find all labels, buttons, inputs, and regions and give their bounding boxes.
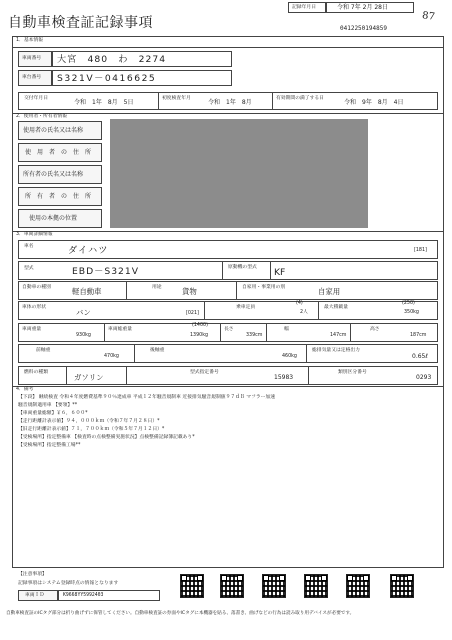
section3-heading: 3．車両詳細情報 (16, 232, 53, 237)
record-date-label: 記録年月日 (292, 5, 316, 10)
maker-label: 車名 (24, 244, 34, 249)
document-number: 0412250194859 (340, 25, 387, 32)
notes-heading: 【注意事項】 (18, 572, 47, 577)
chassis-label: 車台番号 (22, 75, 42, 80)
use-label: 用途 (152, 285, 162, 290)
plate-label: 車両番号 (22, 56, 42, 61)
divider (308, 366, 309, 385)
divider (272, 92, 273, 110)
remarks-line: 【車両重量総額】￥６，６００* (18, 411, 88, 416)
model-value: EBD－S321V (72, 266, 140, 277)
kind-label: 自動車の種別 (22, 285, 51, 290)
capacity-top: (4) (296, 301, 303, 306)
private-value: 自家用 (318, 287, 341, 296)
remarks-line: 【旧走行距離計表示値】７１，７００ｋｍ（令和５年７月１２日）* (18, 427, 165, 432)
owner-addr-label-box (18, 187, 102, 206)
chassis-number: S321V－0416625 (57, 73, 157, 84)
issue-date: 令和 1年 8月 5日 (74, 99, 134, 106)
record-date-box (326, 2, 414, 13)
width-value: 147cm (330, 333, 347, 338)
type-no-label: 型式指定番号 (190, 370, 219, 375)
qr-code-icon (180, 574, 204, 598)
plate-number: 大宮 480 わ 2274 (57, 54, 167, 65)
divider (204, 301, 205, 320)
base-label: 使用の本拠の位置 (29, 215, 78, 222)
divider (12, 386, 444, 387)
rear-value: 460kg (282, 354, 297, 359)
divider (66, 366, 67, 385)
qr-code-icon (262, 574, 286, 598)
class-no-value: 0293 (416, 374, 432, 381)
disp-value: 0.65ℓ (412, 353, 428, 360)
divider (126, 281, 127, 300)
qr-code-icon (390, 574, 414, 598)
divider (266, 323, 267, 342)
vehicle-id-value: K9668YY5992403 (63, 593, 104, 598)
document-title: 自動車検査証記録事項 (8, 15, 153, 31)
handwritten-number: 87 (421, 10, 436, 23)
height-value: 187cm (410, 333, 427, 338)
first-reg-label: 初度検査年月 (162, 96, 191, 101)
body-value: バン (76, 308, 91, 317)
width-label: 幅 (284, 327, 289, 332)
length-label: 長さ (224, 327, 234, 332)
user-name-label: 使用者の氏名又は名称 (23, 127, 84, 134)
section1-heading: 1．基本情報 (16, 38, 44, 43)
engine-value: KF (274, 267, 286, 278)
maxload-label: 最大積載量 (324, 305, 348, 310)
gross-top: (1400) (192, 323, 208, 328)
maker-code: [181] (414, 248, 427, 253)
type-no-value: 15983 (274, 374, 294, 381)
user-addr-label-box (18, 143, 102, 162)
maxload-top: (250) (402, 301, 415, 306)
divider (350, 323, 351, 342)
footer-notice: 自動車検査証のICタグ部分は折り曲げずに保管してください。自動車検査証の券面やICタグに本機器を貼る、落書き、曲げなどの行為は読み取り用デバイスが必要です。 (6, 611, 355, 616)
divider (222, 261, 223, 280)
issue-label: 交付年月日 (24, 96, 48, 101)
remarks-line: 【受検場所】指定整備工場** (18, 443, 81, 448)
maker-value: ダイハツ (68, 245, 109, 256)
plate-box (52, 51, 232, 67)
chassis-label-box (18, 70, 52, 86)
first-reg-date: 令和 1年 8月 (208, 99, 252, 106)
vehicle-id-label: 車両ＩＤ (25, 593, 45, 598)
axle-row (18, 344, 438, 363)
length-value: 339cm (246, 333, 263, 338)
qr-code-icon (220, 574, 244, 598)
owner-name-label: 所有者の氏名又は名称 (23, 171, 84, 178)
body-code: [021] (186, 311, 199, 316)
remarks-line: 【受検場所】指定整備車 【検査時の点検整備実施状況】点検整備記録簿記載あり* (18, 435, 195, 440)
chassis-box (52, 70, 232, 86)
fuel-label: 燃料の種類 (24, 370, 48, 375)
weight-value: 930kg (76, 333, 91, 338)
rear-label: 後軸重 (150, 348, 165, 353)
engine-label: 原動機の型式 (228, 265, 257, 270)
capacity-label: 乗車定員 (236, 305, 256, 310)
model-label: 型式 (24, 266, 34, 271)
user-name-label-box (18, 121, 102, 140)
gross-value: 1390kg (190, 333, 209, 338)
gross-label: 車両総重量 (108, 327, 132, 332)
divider (236, 281, 237, 300)
divider (270, 261, 271, 280)
front-value: 470kg (104, 354, 119, 359)
remarks-line: 【下段】 継続検査 令和４年度燃費基準９０％達成車 平成１２年騒音規制車 近接排気騒音規制値９７ｄＢ マフラー加速 (18, 395, 276, 400)
divider (134, 344, 135, 363)
base-label-box (18, 209, 102, 228)
record-date: 令和 7年 2月 28日 (337, 4, 388, 11)
divider (318, 301, 319, 320)
expiry-label: 有効期間の満了する日 (276, 96, 324, 101)
divider (220, 323, 221, 342)
redacted-block (110, 119, 368, 228)
class-no-label: 類別区分番号 (338, 370, 367, 375)
divider (306, 344, 307, 363)
vehicle-id-box (58, 590, 160, 601)
private-label: 自家用・事業用の別 (242, 285, 286, 290)
disp-label: 総排気量又は定格出力 (312, 348, 360, 353)
user-addr-label: 使 用 者 の 住 所 (25, 149, 92, 156)
fuel-value: ガソリン (74, 373, 104, 382)
expiry-date: 令和 9年 8月 4日 (344, 99, 404, 106)
weight-label: 車両重量 (22, 327, 42, 332)
remarks-line: 【走行距離計表示値】９４，０００ｋｍ（令和７年７月２８日）* (18, 419, 160, 424)
maxload-value: 350kg (404, 310, 419, 315)
section2-heading: 2．使用者・所有者情報 (16, 114, 68, 119)
use-value: 貨物 (182, 287, 197, 296)
record-date-label-box (288, 2, 326, 13)
notes-text: 記録事項はシステム登録時点の情報となります (18, 581, 119, 586)
owner-name-label-box (18, 165, 102, 184)
divider (126, 366, 127, 385)
qr-code-icon (304, 574, 328, 598)
height-label: 高さ (370, 327, 380, 332)
qr-code-icon (346, 574, 370, 598)
capacity-value: 2人 (300, 310, 308, 315)
divider (12, 231, 444, 232)
remarks-line: 騒音規制適用車 【要領】** (18, 403, 78, 408)
kind-value: 軽自動車 (72, 287, 102, 296)
vehicle-id-label-box (18, 590, 58, 601)
section4-heading: 4．備考 (16, 387, 34, 392)
divider (158, 92, 159, 110)
divider (12, 113, 444, 114)
owner-addr-label: 所 有 者 の 住 所 (25, 193, 92, 200)
body-label: 車体の形状 (22, 305, 46, 310)
plate-label-box (18, 51, 52, 67)
divider (104, 323, 105, 342)
divider (12, 47, 444, 48)
front-label: 前軸重 (36, 348, 51, 353)
